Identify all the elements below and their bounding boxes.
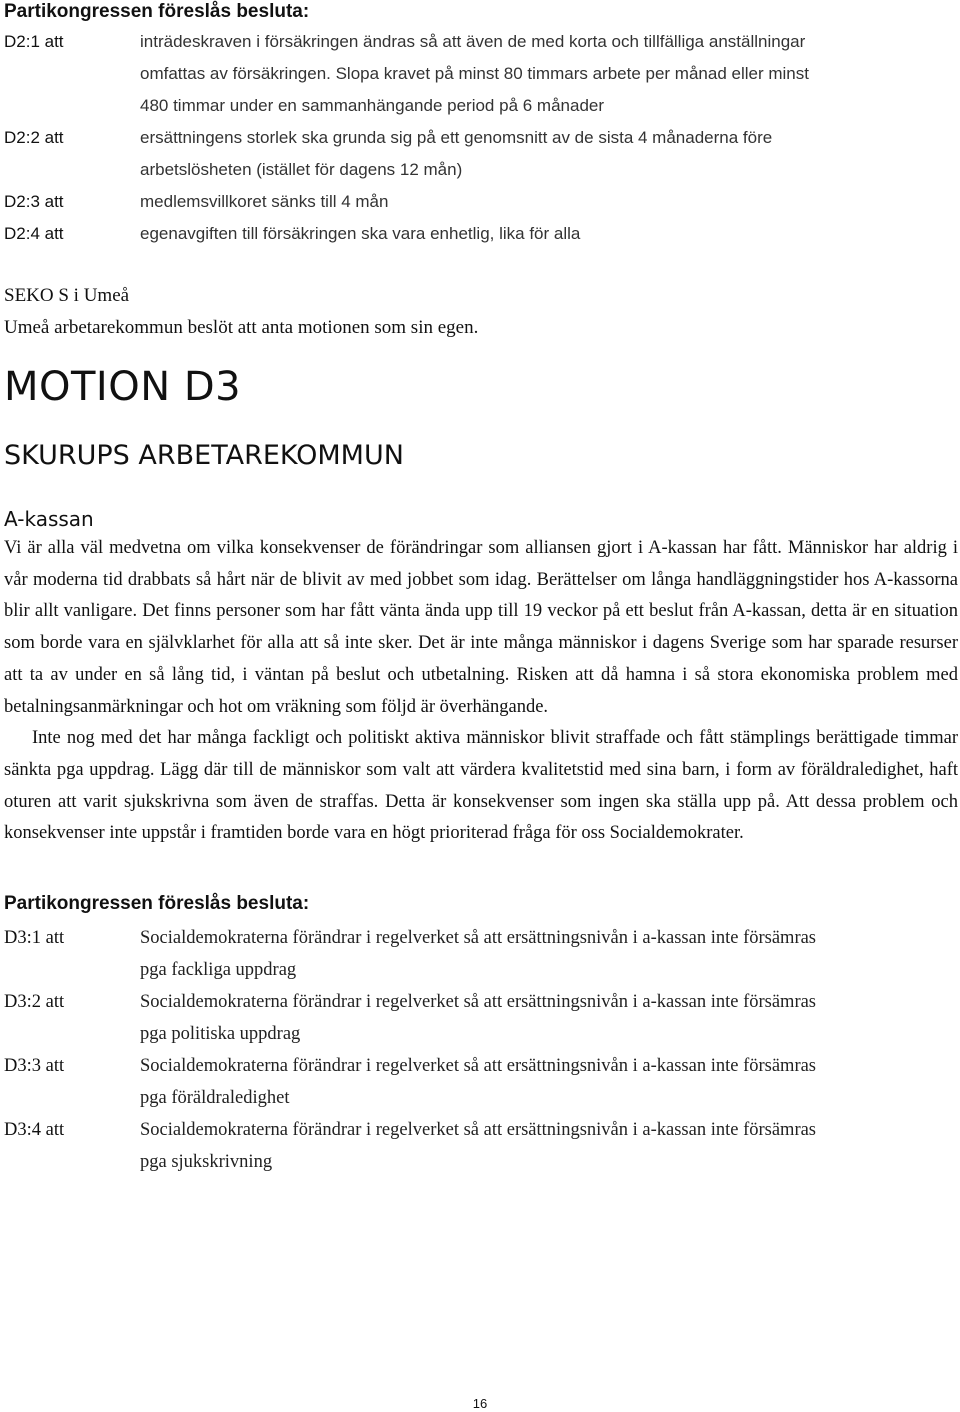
document-page bbox=[4, 0, 958, 1178]
decision-text-line: Socialdemokraterna förändrar i regelverket så att ersättningsnivån i a-kassan inte försämras bbox=[140, 928, 817, 949]
decision-item-d2-1 bbox=[4, 26, 958, 122]
decision-item-d2-4 bbox=[4, 218, 958, 250]
decision-text bbox=[140, 218, 958, 250]
decision-heading-d2: Partikongressen föreslås besluta: bbox=[4, 1, 310, 22]
motion-paragraph-1: Vi är alla väl medvetna om vilka konsekvenser de förändringar som alliansen gjort i A-kassan har fått. Människor har aldrig i vår moderna tid drabbats så hårt när de blivit av med jobbet som idag. Berättelser om långa handläggningstider hos A-kassorna blir allt vanligare. Det finns personer som har fått vänta ända upp till 19 veckor på ett beslut från A-kassan, detta är en situation som borde vara en självklarhet för alla att så inte sker. Det är inte många människor i dagens Sverige som har sparade resurser att ta av under en så lång tid, i väntan på beslut och utbetalning. Risken att då hamna i så stora ekonomiska problem med betalningsanmärkningar och hot om vräkning som följd är överhängande. bbox=[4, 538, 958, 717]
decision-label: D2:2 att bbox=[4, 128, 64, 147]
decision-item-d2-2 bbox=[4, 122, 958, 186]
motion-organization: SKURUPS ARBETAREKOMMUN bbox=[4, 440, 404, 471]
motion-title: MOTION D3 bbox=[4, 364, 242, 410]
decision-text-line: pga sjukskrivning bbox=[140, 1152, 273, 1173]
decision-text-line: inträdeskraven i försäkringen ändras så att även de med korta och tillfälliga anställningar bbox=[140, 32, 806, 51]
decision-label: D2:1 att bbox=[4, 32, 64, 51]
decision-item-d3-4 bbox=[4, 1114, 958, 1178]
decision-text bbox=[140, 122, 958, 186]
decision-item-d3-1 bbox=[4, 922, 958, 986]
d3-decision-list bbox=[4, 922, 958, 1178]
decision-label: D3:2 att bbox=[4, 992, 65, 1013]
decision-text-line: Socialdemokraterna förändrar i regelverket så att ersättningsnivån i a-kassan inte försämras bbox=[140, 992, 817, 1013]
decision-label: D3:4 att bbox=[4, 1120, 65, 1141]
decision-text-line: egenavgiften till försäkringen ska vara enhetlig, lika för alla bbox=[140, 224, 581, 243]
decision-text bbox=[140, 1114, 958, 1178]
motion-topic: A-kassan bbox=[4, 507, 94, 531]
decision-heading-d3: Partikongressen föreslås besluta: bbox=[4, 893, 310, 915]
decision-label: D2:3 att bbox=[4, 192, 64, 211]
d2-decision-list bbox=[4, 26, 958, 250]
decision-text-line: Socialdemokraterna förändrar i regelverket så att ersättningsnivån i a-kassan inte försämras bbox=[140, 1056, 817, 1077]
motion-paragraph-2: Inte nog med det har många fackligt och politiskt aktiva människor blivit straffade och fått stämplings berättigade timmar sänkta pga uppdrag. Lägg där till de människor som valt att värdera kvalitetstid med sina barn, i form av föräldraledighet, haft oturen att varit sjukskrivna som även de straffas. Detta är konsekvenser som ingen ska ställa upp på. Att dessa problem och konsekvenser inte uppstår i framtiden borde vara en högt prioriterad fråga för oss Socialdemokrater. bbox=[4, 728, 958, 844]
decision-text-line: arbetslösheten (istället för dagens 12 mån) bbox=[140, 160, 463, 179]
decision-label: D2:4 att bbox=[4, 224, 64, 243]
decision-text-line: medlemsvillkoret sänks till 4 mån bbox=[140, 192, 389, 211]
decision-text-line: Socialdemokraterna förändrar i regelverket så att ersättningsnivån i a-kassan inte försämras bbox=[140, 1120, 817, 1141]
decision-text-line: omfattas av försäkringen. Slopa kravet på minst 80 timmars arbete per månad eller minst bbox=[140, 64, 809, 83]
decision-text-line: ersättningens storlek ska grunda sig på ett genomsnitt av de sista 4 månaderna före bbox=[140, 128, 773, 147]
decision-label: D3:3 att bbox=[4, 1056, 65, 1077]
decision-item-d2-3 bbox=[4, 186, 958, 218]
decision-item-d3-2 bbox=[4, 986, 958, 1050]
decision-text bbox=[140, 922, 958, 986]
page-number: 16 bbox=[472, 1396, 488, 1411]
decision-text bbox=[140, 986, 958, 1050]
decision-text-line: pga fackliga uppdrag bbox=[140, 960, 297, 981]
decision-text bbox=[140, 26, 958, 122]
decision-text-line: pga politiska uppdrag bbox=[140, 1024, 301, 1045]
decision-item-d3-3 bbox=[4, 1050, 958, 1114]
decision-text bbox=[140, 186, 958, 218]
decision-text bbox=[140, 1050, 958, 1114]
decision-label: D3:1 att bbox=[4, 928, 65, 949]
submitter-name: SEKO S i Umeå bbox=[4, 285, 130, 306]
submitter-decision: Umeå arbetarekommun beslöt att anta motionen som sin egen. bbox=[4, 317, 479, 338]
decision-text-line: pga föräldraledighet bbox=[140, 1088, 290, 1109]
decision-text-line: 480 timmar under en sammanhängande period på 6 månader bbox=[140, 96, 605, 115]
